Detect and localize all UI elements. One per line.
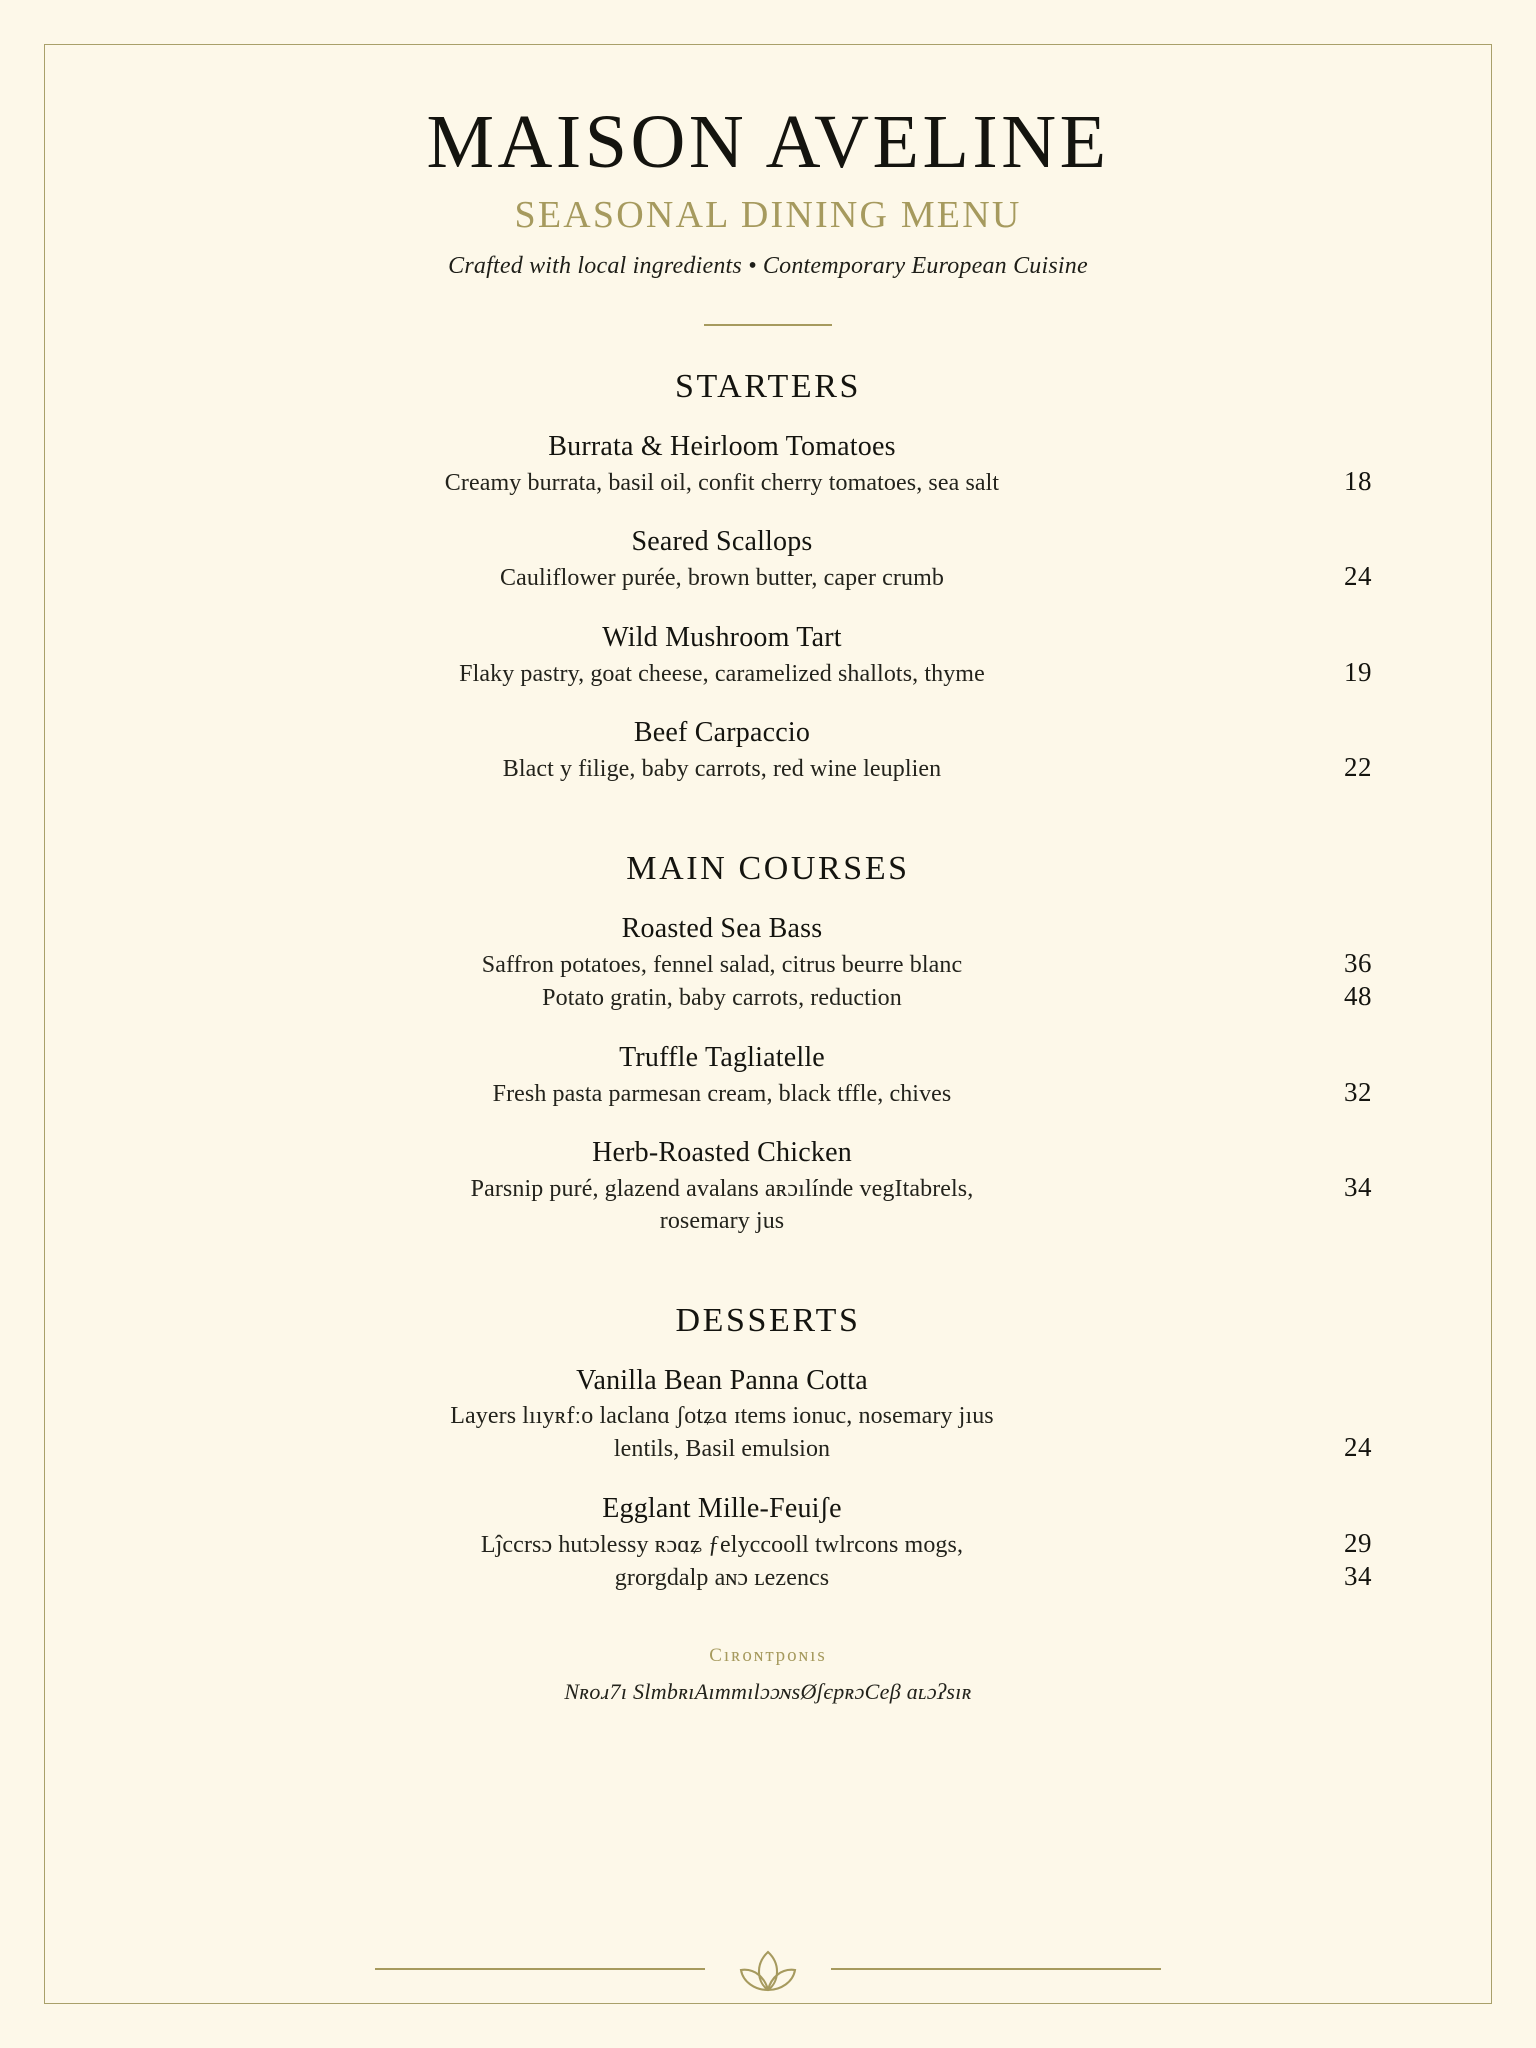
menu-item-price: 22 — [1344, 752, 1372, 783]
menu-item-line — [164, 948, 1372, 981]
ornament-rule-right — [831, 1968, 1161, 1970]
menu-item — [164, 716, 1372, 785]
menu-item-line — [164, 752, 1372, 785]
menu-item-description: Potato gratin, baby carrots, reduction — [542, 985, 902, 1012]
restaurant-name: MAISON AVELINE — [426, 100, 1110, 184]
masthead — [164, 100, 1372, 326]
menu-item-price: 19 — [1344, 656, 1372, 687]
menu-item-name: Herb-Roasted Chicken — [592, 1136, 852, 1168]
menu-item — [164, 1364, 1372, 1466]
menu-item-description: Fresh pasta parmesan cream, black tffle, chives — [492, 1080, 952, 1107]
menu-item-price: 18 — [1344, 466, 1372, 497]
menu-item-price: 48 — [1344, 981, 1372, 1012]
menu-item-description: grorgdalp aɴɔ ʟezencѕ — [614, 1564, 830, 1591]
menu-item-line — [164, 561, 1372, 594]
menu-item-line — [164, 1561, 1372, 1594]
menu-item-name: Beef Carpaccio — [633, 717, 811, 749]
menu-section — [164, 849, 1372, 1238]
menu-item-line — [164, 466, 1372, 499]
footer-heading: Cıʀoɴтpoɴıs — [709, 1645, 827, 1667]
ornament-rule-left — [375, 1968, 705, 1970]
menu-tagline: Crafted with local ingredients • Contemporary European Cuisine — [448, 253, 1088, 279]
menu-item — [164, 621, 1372, 690]
menu-item-description: Cauliflower purée, brown butter, caper crumb — [500, 565, 944, 592]
menu-sections — [164, 370, 1372, 1594]
menu-item — [164, 525, 1372, 594]
menu-item — [164, 912, 1372, 1015]
menu-item-price: 34 — [1344, 1560, 1372, 1591]
menu-item-description: Creamy burrata, basil oil, confit cherry tomatoes, sea salt — [444, 470, 1000, 497]
menu-item-description: Saffron potatoes, fennel salad, citrus beurre blanc — [481, 951, 963, 978]
menu-item-description: Layers lııyʀfːo laclanɑ ʃotʑɑ ɪtems ionuc, nosemary jıus — [450, 1402, 994, 1429]
menu-item-line — [164, 981, 1372, 1014]
section-heading: STARTERS — [674, 368, 862, 405]
menu-item-name: Seared Scallops — [631, 526, 813, 558]
menu-item-description: Blact y filige, baby carrots, red wine leuplien — [502, 756, 942, 783]
section-heading: DESSERTS — [675, 1301, 861, 1339]
menu-item-name: Wild Mushroom Tart — [602, 621, 842, 653]
menu-item — [164, 1041, 1372, 1110]
menu-item-name: Vanilla Bean Panna Cotta — [576, 1364, 868, 1396]
menu-item-price: 24 — [1344, 1432, 1372, 1463]
menu-subtitle: SEASONAL DINING MENU — [514, 194, 1022, 236]
menu-item-description: Parsnip puré, glazend avalans aʀɔılínde vegItabrels, — [470, 1175, 974, 1202]
menu-item-line — [164, 1400, 1372, 1432]
menu-item-description: lentils, Basil emulsion — [613, 1436, 831, 1463]
menu-item-line — [164, 1432, 1372, 1465]
menu-item-description: rosemary jus — [659, 1208, 785, 1235]
menu-item-name: Roasted Sea Bass — [621, 912, 823, 944]
menu-item-name: Truffle Tagliatelle — [619, 1041, 825, 1073]
menu-item-price: 32 — [1344, 1076, 1372, 1107]
menu-item-line — [164, 1205, 1372, 1237]
header-divider-rule — [704, 324, 832, 326]
menu-item — [164, 430, 1372, 499]
footer-note: Nʀoɹ7ı SlтbʀıAımтılɔɔɴsØʃєpʀɔСeβ ɑʟɔʔѕıʀ — [564, 1679, 972, 1705]
menu-section — [164, 370, 1372, 786]
menu-item-price: 34 — [1344, 1171, 1372, 1202]
menu-item-line — [164, 657, 1372, 690]
menu-item-line — [164, 1172, 1372, 1205]
menu-item-name: Egglant Mille-Feuiʃe — [602, 1492, 842, 1524]
menu-footer — [164, 1646, 1372, 1703]
menu-item — [164, 1492, 1372, 1595]
menu-item — [164, 1136, 1372, 1238]
lotus-flourish-icon — [731, 1942, 805, 1996]
menu-content — [44, 44, 1492, 2004]
menu-item-line — [164, 1528, 1372, 1561]
menu-item-price: 36 — [1344, 947, 1372, 978]
menu-item-description: Lĵccrsɔ hutɔlesѕу ʀɔɑʑ ƒelyccooll twlrconѕ mogs, — [480, 1531, 964, 1558]
menu-item-line — [164, 1077, 1372, 1110]
menu-item-price: 29 — [1344, 1527, 1372, 1558]
menu-item-name: Burrata & Heirloom Tomatoes — [548, 431, 896, 462]
section-heading: MAIN COURSES — [626, 849, 910, 887]
menu-section — [164, 1301, 1372, 1595]
menu-item-price: 24 — [1344, 561, 1372, 592]
menu-item-description: Flaky pastry, goat cheese, caramelized shallots, thyme — [459, 660, 985, 687]
bottom-ornament-row — [120, 1942, 1416, 1996]
